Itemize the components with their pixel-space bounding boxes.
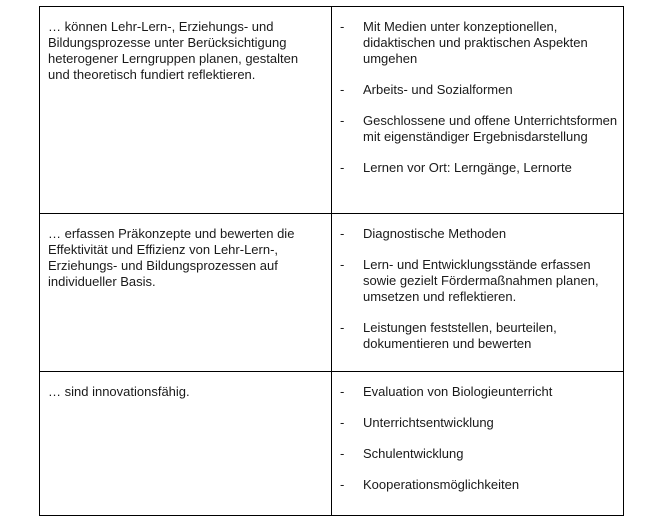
content-list [340, 384, 620, 493]
competency-text: … erfassen Präkonzepte und bewerten die Effektivität und Effizienz von Lehr-Lern-, Erziehungs- und Bildungsprozessen auf individueller Basis. [48, 226, 295, 289]
list-item [340, 477, 620, 493]
bullet-dash: - [340, 257, 345, 272]
list-item [340, 226, 620, 242]
content-list [340, 19, 620, 176]
bullet-dash: - [340, 226, 345, 241]
list-item [340, 384, 620, 400]
bullet-dash: - [340, 82, 345, 97]
bullet-dash: - [340, 160, 345, 175]
list-item-text: Lern- und Entwicklungsstände erfassen sowie gezielt Fördermaßnahmen planen, umsetzen und reflektieren. [363, 257, 599, 304]
table-row [40, 213, 623, 371]
list-item [340, 415, 620, 431]
list-item [340, 113, 620, 145]
bullet-dash: - [340, 477, 345, 492]
list-item-text: Unterrichtsentwicklung [363, 415, 494, 430]
bullet-dash: - [340, 113, 345, 128]
list-item-text: Schulentwicklung [363, 446, 464, 461]
list-item-text: Evaluation von Biologieunterricht [363, 384, 553, 399]
competency-text: … sind innovationsfähig. [48, 384, 190, 399]
list-item-text: Lernen vor Ort: Lerngänge, Lernorte [363, 160, 572, 175]
bullet-dash: - [340, 320, 345, 335]
bullet-dash: - [340, 384, 345, 399]
bullet-dash: - [340, 415, 345, 430]
list-item-text: Arbeits- und Sozialformen [363, 82, 513, 97]
list-item [340, 257, 620, 305]
list-item [340, 320, 620, 352]
table-row [40, 7, 623, 213]
competency-text: … können Lehr-Lern-, Erziehungs- und Bildungsprozesse unter Berücksichtigung heterogener Lerngruppen planen, gestalten und theoretisch fundiert reflektieren. [48, 19, 299, 82]
bullet-dash: - [340, 19, 345, 34]
bullet-dash: - [340, 446, 345, 461]
list-item-text: Mit Medien unter konzeptionellen, didaktischen und praktischen Aspekten umgehen [363, 19, 588, 66]
list-item-text: Diagnostische Methoden [363, 226, 507, 241]
list-item [340, 446, 620, 462]
list-item-text: Kooperationsmöglichkeiten [363, 477, 520, 492]
table-row [40, 371, 623, 515]
content-list [340, 226, 620, 352]
list-item [340, 82, 620, 98]
competency-table [39, 6, 624, 516]
list-item [340, 19, 620, 67]
list-item [340, 160, 620, 176]
list-item-text: Geschlossene und offene Unterrichtsformen mit eigenständiger Ergebnisdarstellung [363, 113, 618, 144]
list-item-text: Leistungen feststellen, beurteilen, dokumentieren und bewerten [363, 320, 557, 351]
